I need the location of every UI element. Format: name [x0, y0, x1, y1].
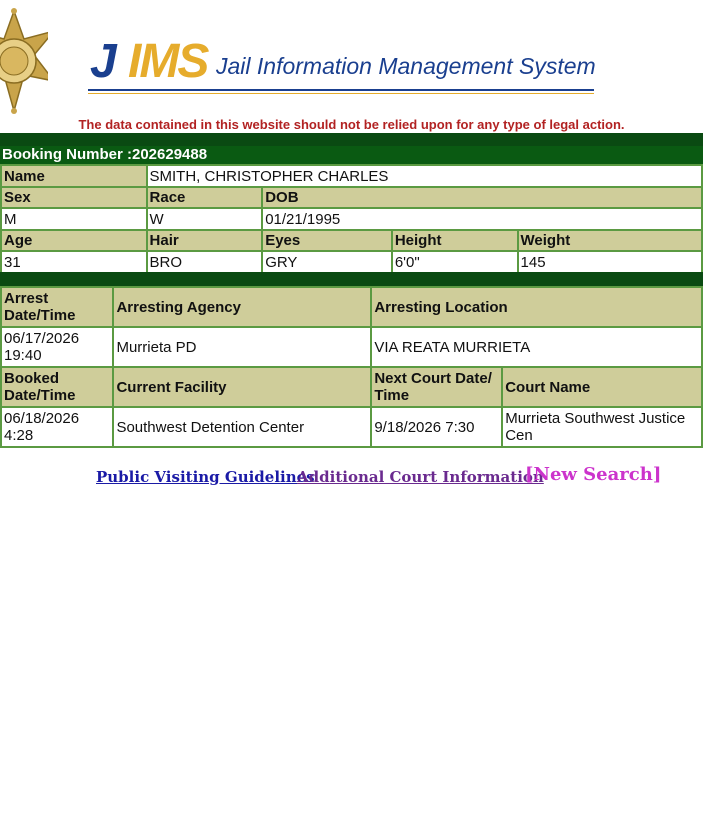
booked-label-line1: Booked [4, 370, 60, 387]
sex-label: Sex [1, 187, 147, 208]
top-green-band [0, 133, 703, 146]
age-value: 31 [1, 251, 147, 273]
new-search-link[interactable]: [New Search] [525, 464, 662, 485]
next-court-value: 9/18/2026 7:30 [371, 407, 502, 447]
table-row [1, 230, 702, 251]
court-name-label: Court Name [502, 367, 702, 407]
table-row [1, 251, 702, 273]
eyes-label: Eyes [262, 230, 392, 251]
arrest-date-value: 06/17/2026 [4, 330, 80, 347]
legal-disclaimer: The data contained in this website should not be relied upon for any type of legal action. [78, 117, 625, 132]
footer-links [0, 464, 703, 488]
additional-court-information-link[interactable]: Additional Court Information [297, 468, 544, 486]
race-label: Race [147, 187, 263, 208]
table-row [1, 407, 702, 447]
person-details-table [0, 164, 703, 274]
arrest-details-table [0, 286, 703, 448]
booked-datetime-label [1, 367, 113, 407]
table-row [1, 287, 702, 327]
court-name-line1: Murrieta Southwest Justice [505, 410, 686, 427]
height-value: 6'0" [392, 251, 518, 273]
logo-j-letter: J [90, 35, 115, 88]
race-value: W [147, 208, 263, 230]
booked-date-value: 06/18/2026 [4, 410, 80, 427]
name-value: SMITH, CHRISTOPHER CHARLES [147, 165, 702, 187]
sex-value: M [1, 208, 147, 230]
booked-time-value: 4:28 [4, 427, 34, 444]
sheriff-badge-icon [0, 8, 48, 114]
current-facility-label: Current Facility [113, 367, 371, 407]
hair-value: BRO [147, 251, 263, 273]
age-label: Age [1, 230, 147, 251]
arresting-agency-label: Arresting Agency [113, 287, 371, 327]
arrest-datetime-label-line2: Date/Time [4, 307, 76, 324]
eyes-value: GRY [262, 251, 392, 273]
weight-label: Weight [518, 230, 702, 251]
table-row [1, 367, 702, 407]
name-label: Name [1, 165, 147, 187]
booked-label-line2: Date/Time [4, 387, 76, 404]
weight-value: 145 [518, 251, 702, 273]
middle-green-band [0, 272, 703, 286]
next-court-label-line2: Time [374, 387, 410, 404]
table-row [1, 187, 702, 208]
next-court-label [371, 367, 502, 407]
table-row [1, 327, 702, 367]
table-row [1, 208, 702, 230]
court-name-line2: Cen [505, 427, 533, 444]
dob-label: DOB [262, 187, 702, 208]
arrest-time-value: 19:40 [4, 347, 42, 364]
arrest-datetime-label-line1: Arrest [4, 290, 49, 307]
dob-value: 01/21/1995 [262, 208, 702, 230]
arrest-datetime-value [1, 327, 113, 367]
booked-datetime-value [1, 407, 113, 447]
arresting-location-label: Arresting Location [371, 287, 702, 327]
arresting-location-value: VIA REATA MURRIETA [371, 327, 702, 367]
jims-logo [88, 36, 598, 96]
arrest-datetime-label [1, 287, 113, 327]
table-row [1, 165, 702, 187]
hair-label: Hair [147, 230, 263, 251]
public-visiting-guidelines-link[interactable]: Public Visiting Guidelines [96, 468, 315, 486]
current-facility-value: Southwest Detention Center [113, 407, 371, 447]
arresting-agency-value: Murrieta PD [113, 327, 371, 367]
booking-number: Booking Number :202629488 [0, 146, 703, 164]
next-court-label-line1: Next Court Date/ [374, 370, 492, 387]
court-name-value [502, 407, 702, 447]
logo-subtitle: Jail Information Management System [216, 53, 596, 79]
height-label: Height [392, 230, 518, 251]
logo-underline-blue [88, 89, 594, 91]
logo-ims-letters: IMS [128, 35, 208, 88]
logo-underline-gold [88, 93, 594, 94]
